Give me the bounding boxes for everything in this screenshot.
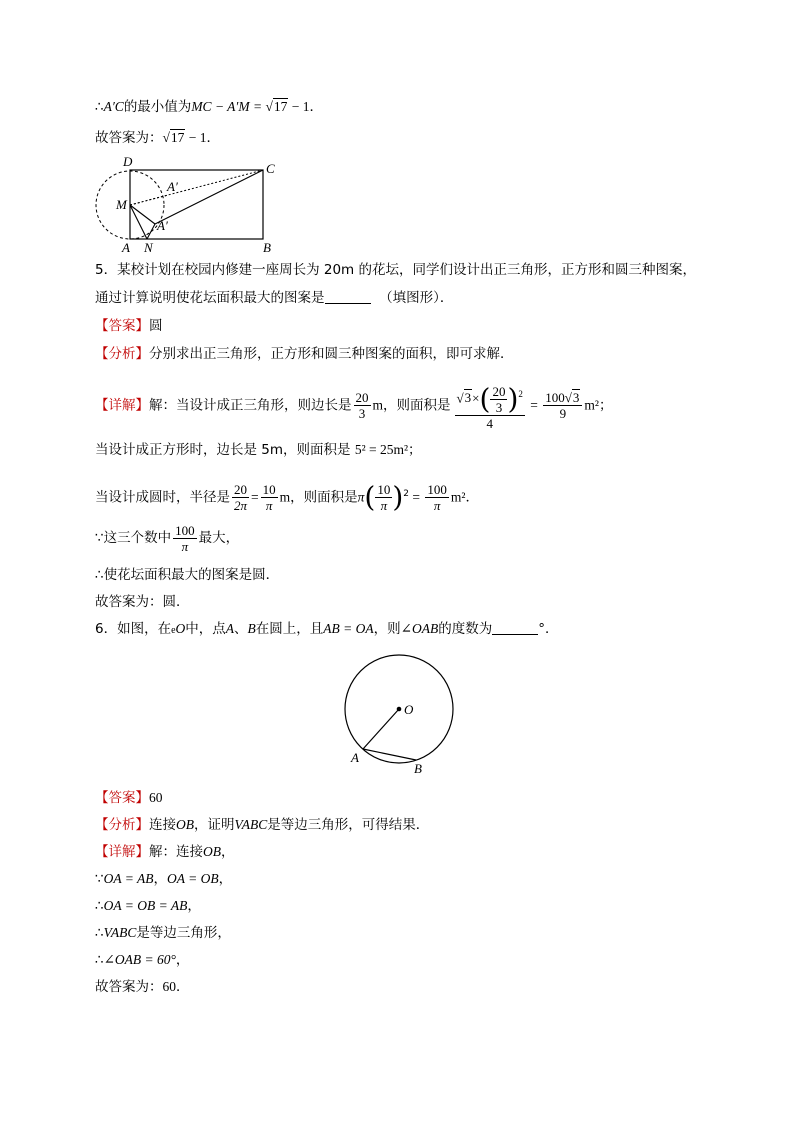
area-numerator: √3×( $\frac{20}{3}$ )$^2$ xyxy=(455,380,525,416)
formula-lhs: MC − A′M = xyxy=(191,99,266,114)
triangle-area-fraction xyxy=(455,380,525,431)
q5-final-answer: 故答案为：圆． xyxy=(95,594,190,610)
equation-1: OA = AB xyxy=(103,871,154,886)
sqrt-symbol: √ xyxy=(162,130,170,145)
detail-text-2: 最大， xyxy=(198,530,240,546)
inner-num: 20 xyxy=(492,383,506,399)
unit: m xyxy=(279,489,291,505)
q6-text-1: 6．如图，在 xyxy=(95,621,172,637)
rectangle-circle-figure xyxy=(90,155,290,255)
comma: ， xyxy=(187,898,201,914)
result-sqrt: 3 xyxy=(572,390,580,406)
denominator: π xyxy=(181,538,189,554)
answer-label: 故答案为： xyxy=(95,130,163,146)
analysis-text-3: 是等边三角形，可得结果． xyxy=(267,817,430,833)
detail-text: 解：连接 xyxy=(149,844,203,860)
q6-final-answer xyxy=(95,977,190,997)
semicolon: ； xyxy=(598,397,613,414)
therefore-symbol: ∴ xyxy=(95,898,104,914)
q5-detail-line-2 xyxy=(95,440,422,460)
point-a: A xyxy=(225,621,235,636)
q5-detail-line-5: ∴使花坛面积最大的图案是圆． xyxy=(95,567,280,583)
minus-one: − 1 xyxy=(288,99,310,114)
segment-ob: OB xyxy=(176,817,194,832)
conclusion-text: 是等边三角形， xyxy=(136,925,231,941)
left-paren: ( xyxy=(364,480,376,514)
circle-result-fraction xyxy=(425,482,449,513)
triangle-abc: VABC xyxy=(234,817,268,832)
sqrt3: 3 xyxy=(464,390,472,406)
q5-text: 通过计算说明使花坛面积最大的图案是 xyxy=(95,290,325,306)
equals: = xyxy=(251,489,259,505)
segment-a2n xyxy=(147,224,155,239)
answer-tag: 【答案】 xyxy=(95,318,149,334)
angle: ∠OAB xyxy=(400,621,439,636)
equation: OA = OB = AB xyxy=(103,898,188,913)
detail-tag: 【详解】 xyxy=(95,397,149,414)
analysis-tag: 【分析】 xyxy=(95,346,149,362)
numerator: 100 xyxy=(175,522,195,538)
answer-value: 60 xyxy=(162,979,176,994)
angle-equation: ∠OAB = 60° xyxy=(103,952,176,967)
analysis-tag: 【分析】 xyxy=(95,817,149,833)
segment-oa xyxy=(363,709,399,749)
label-n: N xyxy=(144,240,153,255)
q5-answer xyxy=(95,316,163,336)
triangle-abc: VABC xyxy=(103,925,137,940)
numerator: 10 xyxy=(262,482,276,497)
numerator: 20 xyxy=(232,482,249,498)
comma: ， xyxy=(221,844,235,860)
detail-text: ∵这三个数中 xyxy=(95,530,172,546)
detail-text-2: ，则面积是 xyxy=(383,397,451,414)
answer-tag: 【答案】 xyxy=(95,790,149,806)
detail-text: 当设计成正方形时，边长是 5m，则面积是 xyxy=(95,442,355,458)
segment-mn xyxy=(130,205,147,239)
equation: AB = OA xyxy=(323,621,374,636)
radius-fraction-1 xyxy=(232,482,249,513)
result-denominator: 9 xyxy=(559,406,567,422)
pi: π xyxy=(357,489,365,505)
label-c: C xyxy=(266,161,275,176)
question-5-line-2 xyxy=(95,288,453,308)
period: ． xyxy=(176,979,190,995)
period: ． xyxy=(206,130,221,146)
line-text: 的最小值为 xyxy=(123,99,192,115)
circle-symbol: e xyxy=(171,625,176,636)
q6-text-3: 在圆上，且 xyxy=(255,621,324,637)
result-numerator: 100√3 xyxy=(543,389,582,406)
unit: m² xyxy=(450,489,466,505)
detail-text: 解：当设计成正三角形，则边长是 xyxy=(149,397,352,414)
therefore-symbol: ∴ xyxy=(95,99,104,115)
period: ． xyxy=(465,489,479,506)
label-a: A xyxy=(351,750,359,765)
therefore-symbol: ∴ xyxy=(95,925,104,941)
therefore-symbol: ∴ xyxy=(95,952,104,968)
left-paren: ( xyxy=(479,382,491,416)
denominator: π xyxy=(265,498,273,513)
sqrt-value: 17 xyxy=(273,99,288,114)
circle-o-figure xyxy=(335,650,475,780)
label-a-prime-1: A′ xyxy=(167,179,178,194)
result-num-value: 100 xyxy=(545,390,565,406)
segment-ma2 xyxy=(130,205,155,224)
label-m: M xyxy=(116,197,127,212)
exponent: 2 xyxy=(403,489,410,499)
answer-value: 圆 xyxy=(149,318,163,334)
sqrt-symbol: √ xyxy=(265,99,273,114)
radius-fraction-2 xyxy=(261,482,278,513)
triangle-side-fraction xyxy=(354,390,371,421)
equals: = xyxy=(526,397,542,413)
q5-detail-line-3 xyxy=(95,476,479,516)
because-symbol: ∵ xyxy=(95,871,104,887)
inner-fraction xyxy=(375,482,392,513)
numerator: 20 xyxy=(355,389,369,405)
q6-text-2: 中，点 xyxy=(185,621,226,637)
denominator: 3 xyxy=(358,405,366,421)
exponent: 2 xyxy=(518,389,523,399)
solution-line-min-value xyxy=(95,97,323,117)
label-a-prime-2: A′ xyxy=(157,218,168,233)
q6-analysis xyxy=(95,815,429,835)
unit: m xyxy=(372,397,384,413)
denominator: π xyxy=(380,498,388,513)
separator: 、 xyxy=(234,621,248,637)
triangle-result-fraction xyxy=(543,389,582,421)
inner-den: 3 xyxy=(495,399,503,415)
numerator: 100 xyxy=(427,482,447,497)
sqrt-value: 17 xyxy=(170,130,185,145)
max-fraction xyxy=(173,523,197,554)
right-paren: ) xyxy=(392,480,404,514)
answer-value: 60 xyxy=(149,790,163,805)
label-o: O xyxy=(404,702,414,717)
question-6 xyxy=(95,619,558,641)
q6-detail-line-1 xyxy=(95,869,232,889)
q5-hint: （填图形）． xyxy=(379,290,454,306)
comma: ， xyxy=(218,871,233,887)
answer-blank xyxy=(325,289,371,304)
analysis-text-2: ，证明 xyxy=(194,817,235,833)
denominator: 2π xyxy=(234,498,248,513)
q6-detail-line-2 xyxy=(95,896,201,916)
segment-label: A′C xyxy=(103,99,124,114)
point-b: B xyxy=(247,621,256,636)
right-paren: ) xyxy=(507,382,519,416)
label-b: B xyxy=(263,240,271,255)
q6-text-4: ，则 xyxy=(373,621,401,637)
inner-fraction xyxy=(490,384,507,415)
q5-detail-line-4 xyxy=(95,520,239,556)
equals: = xyxy=(409,489,424,505)
point-o: O xyxy=(175,621,186,636)
label-d: D xyxy=(123,155,133,169)
minus-one: − 1 xyxy=(185,130,207,145)
detail-tag: 【详解】 xyxy=(95,844,149,860)
q6-detail xyxy=(95,842,235,862)
segment-ob: OB xyxy=(203,844,221,859)
period: ． xyxy=(309,99,324,115)
q6-detail-line-3 xyxy=(95,923,231,943)
degree-suffix: °． xyxy=(538,621,559,637)
unit: m² xyxy=(584,397,599,413)
times: × xyxy=(472,390,480,406)
square-area-formula: 5² = 25m² xyxy=(354,442,409,457)
q6-detail-line-4 xyxy=(95,950,189,970)
semicolon: ； xyxy=(408,442,422,458)
denominator: π xyxy=(433,498,441,513)
equation-2: OA = OB xyxy=(166,871,219,886)
label-a: A xyxy=(122,240,130,255)
q6-text-5: 的度数为 xyxy=(438,621,493,637)
comma: ， xyxy=(153,871,167,887)
segment-mc-dashed xyxy=(130,170,263,205)
numerator: 10 xyxy=(377,482,391,497)
q5-detail-line-1 xyxy=(95,380,612,431)
q6-answer xyxy=(95,788,163,808)
area-denominator: 4 xyxy=(486,415,493,431)
comma: ， xyxy=(175,952,190,968)
question-5-line-1: 5．某校计划在校园内修建一座周长为 20m 的花坛，同学们设计出正三角形，正方形和圆三种图案， xyxy=(95,262,696,278)
detail-text-2: ，则面积是 xyxy=(290,489,358,506)
solution-answer-line xyxy=(95,128,220,148)
q5-analysis xyxy=(95,344,514,364)
label-b: B xyxy=(414,761,422,776)
analysis-text-1: 连接 xyxy=(149,817,176,833)
detail-text: 当设计成圆时，半径是 xyxy=(95,489,230,506)
answer-blank xyxy=(492,620,538,635)
analysis-text: 分别求出正三角形，正方形和圆三种图案的面积，即可求解． xyxy=(149,346,514,362)
answer-label: 故答案为： xyxy=(95,979,163,995)
